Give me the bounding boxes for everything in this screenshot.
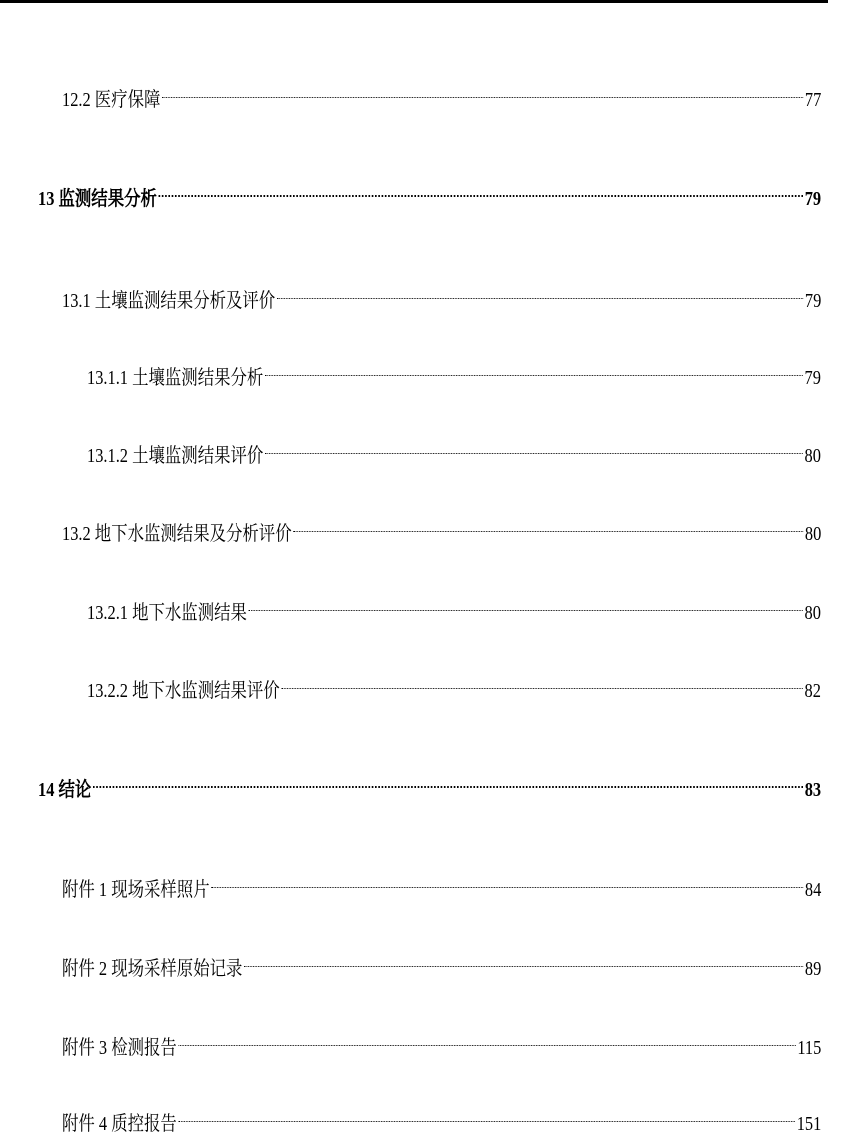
toc-entry-13-1[interactable] bbox=[62, 279, 821, 315]
toc-entry-page: 80 bbox=[804, 445, 821, 467]
dot-leader bbox=[178, 1026, 795, 1054]
toc-entry-page: 82 bbox=[804, 680, 821, 702]
toc-entry-page: 83 bbox=[804, 779, 822, 801]
toc-entry-title: 附件 1 现场采样照片 bbox=[62, 879, 210, 901]
toc-entry-13-1-1[interactable] bbox=[87, 356, 821, 392]
toc-entry-title: 附件 2 现场采样原始记录 bbox=[62, 958, 243, 980]
toc-entry-13-2-1[interactable] bbox=[87, 591, 821, 627]
toc-entry-title: 附件 4 质控报告 bbox=[62, 1113, 177, 1135]
toc-entry-page: 79 bbox=[804, 188, 822, 210]
toc-entry-13-1-2[interactable] bbox=[87, 434, 821, 470]
toc-entry-title: 13.1.1 土壤监测结果分析 bbox=[87, 367, 264, 389]
toc-entry-title: 14 结论 bbox=[38, 779, 92, 801]
toc-entry-appendix-2[interactable] bbox=[62, 947, 821, 983]
toc-entry-appendix-1[interactable] bbox=[62, 868, 821, 904]
toc-entry-title: 12.2 医疗保障 bbox=[62, 89, 161, 111]
dot-leader bbox=[159, 177, 804, 205]
toc-entry-title: 13.1.2 土壤监测结果评价 bbox=[87, 445, 264, 467]
toc-entry-page: 80 bbox=[804, 602, 821, 624]
toc-entry-page: 89 bbox=[804, 958, 822, 980]
dot-leader bbox=[281, 669, 803, 697]
toc-entry-title: 13.2.2 地下水监测结果评价 bbox=[87, 680, 280, 702]
dot-leader bbox=[244, 947, 803, 975]
dot-leader bbox=[93, 768, 803, 796]
toc-entry-title: 13 监测结果分析 bbox=[38, 188, 157, 210]
dot-leader bbox=[265, 356, 803, 384]
dot-leader bbox=[249, 591, 803, 619]
toc-entry-page: 80 bbox=[804, 523, 822, 545]
toc-entry-title: 13.1 土壤监测结果分析及评价 bbox=[62, 290, 276, 312]
toc-entry-13-2[interactable] bbox=[62, 512, 821, 548]
toc-entry-page: 79 bbox=[804, 290, 822, 312]
toc-entry-14[interactable] bbox=[38, 768, 821, 804]
dot-leader bbox=[162, 78, 803, 106]
toc-entry-13[interactable] bbox=[38, 177, 821, 213]
dot-leader bbox=[277, 279, 803, 307]
toc-entry-title: 13.2 地下水监测结果及分析评价 bbox=[62, 523, 292, 545]
dot-leader bbox=[293, 512, 803, 540]
toc-entry-page: 151 bbox=[796, 1113, 822, 1135]
toc-entry-page: 115 bbox=[797, 1037, 822, 1059]
dot-leader bbox=[178, 1102, 795, 1130]
toc-entry-appendix-4[interactable] bbox=[62, 1102, 821, 1138]
dot-leader bbox=[265, 434, 803, 462]
dot-leader bbox=[211, 868, 803, 896]
toc-entry-title: 13.2.1 地下水监测结果 bbox=[87, 602, 247, 624]
toc-entry-page: 84 bbox=[804, 879, 822, 901]
toc-entry-12-2[interactable] bbox=[62, 78, 821, 114]
toc-entry-page: 79 bbox=[804, 367, 821, 389]
toc-entry-title: 附件 3 检测报告 bbox=[62, 1037, 177, 1059]
toc-entry-appendix-3[interactable] bbox=[62, 1026, 821, 1062]
toc-entry-13-2-2[interactable] bbox=[87, 669, 821, 705]
toc-entry-page: 77 bbox=[804, 89, 822, 111]
